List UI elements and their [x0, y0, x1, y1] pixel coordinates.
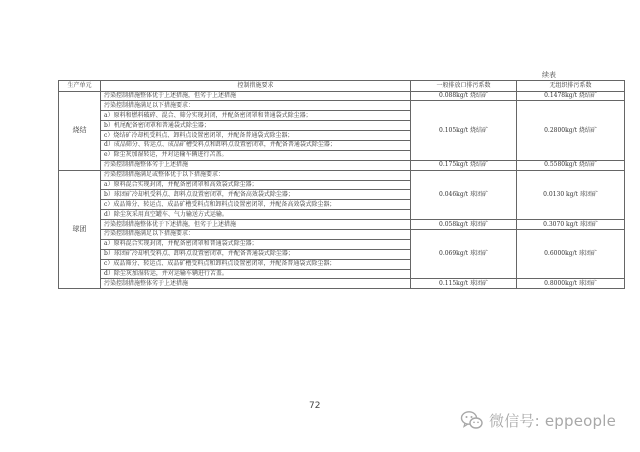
table-row [59, 91, 625, 101]
continued-label: 续表 [542, 71, 556, 79]
unorganized-value: 0.8000kg/t 球团矿 [517, 279, 625, 289]
general-value: 0.069kg/t 球团矿 [411, 229, 517, 278]
table-row [59, 279, 625, 289]
header-general-coefficient: 一般排放口排污系数 [411, 81, 517, 92]
emission-coefficient-table [58, 80, 625, 289]
table-row [59, 170, 625, 180]
general-value: 0.175kg/t 烧结矿 [411, 160, 517, 170]
table-row [59, 160, 625, 170]
general-value: 0.046kg/t 球团矿 [411, 170, 517, 219]
measure-line: d）除尘灰加湿转运，并对运输车辆进行苫盖。 [101, 269, 411, 279]
measure-line: b）球团矿冷却机受料点、卸料点设置密闭罩，并配备普通袋式除尘器； [101, 249, 411, 259]
watermark-text: 微信号: eppeople [489, 411, 617, 430]
measure-line: a）原料混合实现封闭，并配备密闭罩和普通袋式除尘器； [101, 239, 411, 249]
unorganized-value: 0.0130 kg/t 球团矿 [517, 170, 625, 219]
header-measures: 控制措施要求 [101, 81, 411, 92]
wechat-icon [460, 408, 484, 432]
measure-cell: 污染控制措施整体优于上述措施，但劣于上述措施 [101, 91, 411, 101]
unorganized-value: 0.1478kg/t 烧结矿 [517, 91, 625, 101]
measure-cell: 污染控制措施整体优于下述措施，但劣于上述措施 [101, 220, 411, 230]
measure-cell: 污染控制措施整体劣于上述措施 [101, 160, 411, 170]
unorganized-value: 0.6000kg/t 球团矿 [517, 229, 625, 278]
unorganized-value: 0.5580kg/t 烧结矿 [517, 160, 625, 170]
measure-line: e）除尘灰加湿转运，并对运输车辆进行苫盖。 [101, 150, 411, 160]
unit-cell-sintering: 烧结 [59, 91, 101, 170]
general-value: 0.115kg/t 球团矿 [411, 279, 517, 289]
measure-cell: 污染控制措施整体劣于上述措施 [101, 279, 411, 289]
measure-line: b）球团矿冷却机受料点、卸料点设置密闭罩，并配备高效袋式除尘器； [101, 190, 411, 200]
measure-line: d）除尘灰采用真空罐车、气力输送方式运输。 [101, 210, 411, 220]
header-unit: 生产单元 [59, 81, 101, 92]
header-unorganized-coefficient: 无组织排污系数 [517, 81, 625, 92]
measure-line: d）成品筛分、转运点、成品矿槽受料点和卸料点设置密闭罩，并配备普通袋式除尘器； [101, 140, 411, 150]
measure-line: 污染控制措施满足以下措施要求： [101, 229, 411, 239]
page-number: 72 [309, 401, 321, 411]
table-row [59, 101, 625, 111]
general-value: 0.058kg/t 球团矿 [411, 220, 517, 230]
unorganized-value: 0.3070 kg/t 球团矿 [517, 220, 625, 230]
unit-cell-pellet: 球团 [59, 170, 101, 289]
measure-line: 污染控制措施满足或整体优于以下措施要求： [101, 170, 411, 180]
general-value: 0.105kg/t 烧结矿 [411, 101, 517, 160]
table-row [59, 229, 625, 239]
measure-line: b）机尾配备密闭罩和普通袋式除尘器； [101, 121, 411, 131]
unorganized-value: 0.2800kg/t 烧结矿 [517, 101, 625, 160]
measure-line: c）成品筛分、转运点、成品矿槽受料点和卸料点设置密闭罩，并配备普通袋式除尘器； [101, 259, 411, 269]
table-row [59, 220, 625, 230]
general-value: 0.088kg/t 烧结矿 [411, 91, 517, 101]
table-header-row [59, 81, 625, 92]
wechat-watermark [460, 408, 616, 432]
measure-line: c）成品筛分、转运点、成品矿槽受料点和卸料点设置密闭罩，并配备高效袋式除尘器； [101, 200, 411, 210]
measure-line: c）烧结矿冷却机受料点、卸料点设置密闭罩，并配备普通袋式除尘器； [101, 131, 411, 141]
measure-line: a）原料混合实现封闭，并配备密闭罩和高效袋式除尘器； [101, 180, 411, 190]
measure-line: a）原料和燃料破碎、混合、筛分实现封闭，并配备密闭罩和普通袋式除尘器； [101, 111, 411, 121]
measure-line: 污染控制措施满足以下措施要求： [101, 101, 411, 111]
